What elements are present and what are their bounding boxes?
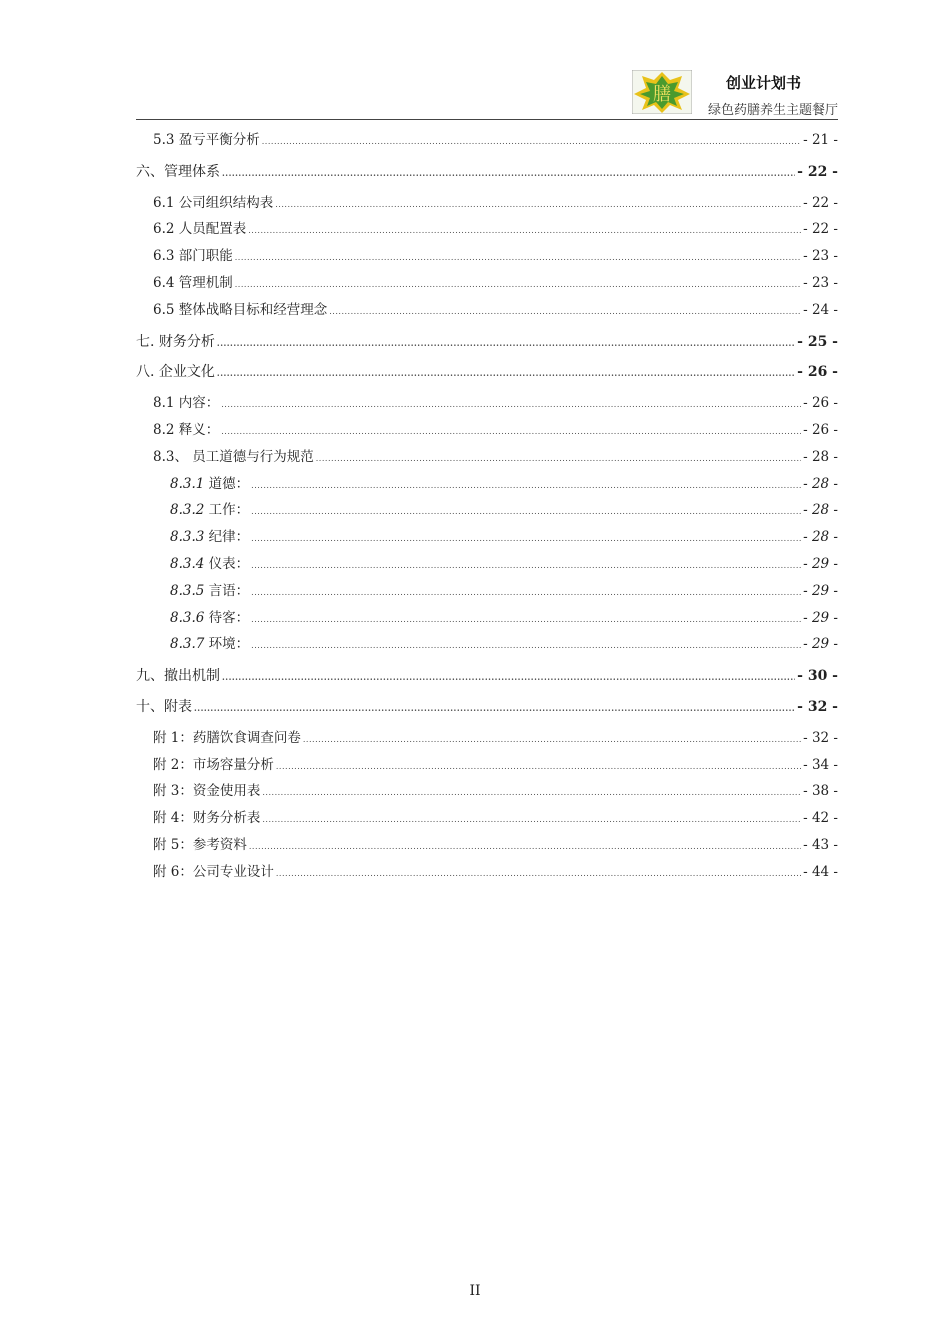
toc-entry-page: - 32 - (803, 729, 838, 746)
toc-entry-number: 8.3.6 (170, 609, 205, 626)
dot-leader (217, 330, 795, 356)
toc-entry-label (153, 391, 219, 416)
toc-entry-label (136, 330, 215, 355)
toc-entry[interactable] (136, 664, 838, 690)
toc-entry-text: 仪表： (208, 555, 250, 572)
toc-entry-page: - 29 - (803, 636, 838, 653)
logo-icon (632, 70, 692, 114)
toc-entry-page: - 21 - (803, 132, 838, 148)
table-of-contents (136, 128, 838, 887)
dot-leader (217, 360, 795, 386)
toc-entry-text: 七. 财务分析 (136, 333, 215, 350)
toc-entry-text: 8.3、 员工道德与行为规范 (153, 448, 314, 465)
dot-leader (276, 860, 801, 887)
toc-entry-page: - 29 - (803, 582, 838, 599)
toc-entry-page: - 42 - (803, 810, 838, 827)
toc-entry-text: 道德： (208, 475, 250, 492)
toc-entry-page: - 22 - (797, 163, 838, 180)
toc-entry-page: - 26 - (803, 395, 838, 412)
toc-entry-text: 8.1 内容： (153, 395, 220, 412)
dot-leader (276, 753, 801, 780)
toc-entry[interactable] (136, 244, 838, 271)
toc-entry-label (153, 128, 260, 153)
toc-entry-label (170, 472, 249, 497)
toc-entry[interactable] (136, 606, 838, 633)
toc-entry-label (153, 779, 260, 804)
page-header (630, 68, 838, 116)
toc-entry-text: 待客： (208, 609, 250, 626)
toc-entry-page: - 26 - (797, 364, 838, 381)
toc-entry[interactable] (136, 160, 838, 186)
toc-entry-label (170, 632, 249, 657)
toc-entry-page: - 29 - (803, 555, 838, 572)
toc-entry-page: - 22 - (803, 194, 838, 211)
toc-entry[interactable] (136, 525, 838, 552)
toc-entry-label (136, 664, 220, 689)
toc-entry[interactable] (136, 579, 838, 606)
document-title: 创业计划书 (726, 74, 802, 92)
toc-entry-text: 六、管理体系 (136, 163, 220, 180)
toc-entry-text: 附 3：资金使用表 (153, 783, 261, 800)
dot-leader (303, 726, 801, 753)
toc-entry-text: 6.5 整体战略目标和经营理念 (153, 301, 328, 318)
toc-entry-page: - 44 - (803, 863, 838, 880)
toc-entry-text: 6.2 人员配置表 (153, 221, 247, 238)
toc-entry[interactable] (136, 391, 838, 418)
toc-entry-label (153, 445, 314, 470)
dot-leader (235, 271, 801, 298)
toc-entry-text: 九、撤出机制 (136, 668, 220, 685)
toc-entry-label (153, 298, 327, 323)
dot-leader (251, 606, 801, 633)
toc-entry-text: 附 4：财务分析表 (153, 810, 261, 827)
toc-entry-label (136, 360, 215, 385)
toc-entry[interactable] (136, 833, 838, 860)
toc-entry-label (153, 753, 274, 778)
dot-leader (235, 244, 801, 271)
toc-entry[interactable] (136, 552, 838, 579)
toc-entry-page: - 25 - (797, 333, 838, 350)
toc-entry-text: 附 6：公司专业设计 (153, 863, 274, 880)
document-subtitle: 绿色药膳养生主题餐厅 (707, 103, 838, 118)
toc-entry[interactable] (136, 726, 838, 753)
toc-entry[interactable] (136, 191, 838, 218)
toc-entry-label (153, 271, 233, 296)
toc-entry[interactable] (136, 498, 838, 525)
svg-text:膳: 膳 (653, 84, 671, 105)
toc-entry-text: 8.2 释义： (153, 421, 220, 438)
toc-entry-page: - 34 - (803, 756, 838, 773)
toc-entry[interactable] (136, 632, 838, 659)
dot-leader (222, 160, 795, 186)
dot-leader (262, 128, 801, 155)
toc-entry-page: - 32 - (797, 698, 838, 715)
dot-leader (251, 579, 801, 606)
toc-entry[interactable] (136, 418, 838, 445)
toc-entry-number: 8.3.7 (170, 636, 205, 653)
toc-entry-label (153, 726, 301, 751)
toc-entry-number: 8.3.1 (170, 475, 205, 492)
toc-entry-text: 附 1：药膳饮食调查问卷 (153, 729, 301, 746)
toc-entry-page: - 43 - (803, 836, 838, 853)
toc-entry-text: 言语： (208, 582, 250, 599)
dot-leader (262, 779, 801, 806)
toc-entry[interactable] (136, 779, 838, 806)
toc-entry-label (170, 579, 249, 604)
toc-entry[interactable] (136, 217, 838, 244)
toc-entry-label (170, 606, 249, 631)
toc-entry-number: 8.3.4 (170, 555, 205, 572)
toc-entry-text: 6.1 公司组织结构表 (153, 194, 274, 211)
toc-entry-page: - 23 - (803, 274, 838, 291)
toc-entry-page: - 29 - (803, 609, 838, 626)
toc-entry-text: 工作： (208, 502, 250, 519)
toc-entry-text: 附 2：市场容量分析 (153, 756, 274, 773)
toc-entry[interactable] (136, 806, 838, 833)
toc-entry-text: 八. 企业文化 (136, 364, 215, 381)
toc-entry-text: 纪律： (208, 529, 250, 546)
toc-entry-page: - 28 - (803, 448, 838, 465)
toc-entry-page: - 23 - (803, 248, 838, 265)
toc-entry-page: - 38 - (803, 783, 838, 800)
dot-leader (248, 217, 801, 244)
dot-leader (251, 525, 801, 552)
dot-leader (251, 552, 801, 579)
toc-entry-text: 6.3 部门职能 (153, 248, 233, 265)
dot-leader (222, 664, 795, 690)
toc-entry[interactable] (136, 298, 838, 325)
toc-entry-page: - 28 - (803, 529, 838, 546)
toc-entry-label (153, 833, 247, 858)
dot-leader (329, 298, 801, 325)
dot-leader (251, 498, 801, 525)
toc-entry-label (153, 418, 219, 443)
dot-leader (316, 445, 801, 472)
toc-entry-page: - 24 - (803, 301, 838, 318)
toc-entry[interactable] (136, 360, 838, 386)
toc-entry-label (170, 498, 249, 523)
toc-entry-number: 8.3.3 (170, 529, 205, 546)
toc-entry[interactable] (136, 860, 838, 887)
dot-leader (194, 695, 795, 721)
toc-entry-label (136, 695, 192, 720)
toc-entry-number: 8.3.2 (170, 502, 205, 519)
dot-leader (275, 191, 801, 218)
toc-entry-label (153, 860, 274, 885)
toc-entry-page: - 28 - (803, 502, 838, 519)
dot-leader (249, 833, 801, 860)
toc-entry-text: 十、附表 (136, 698, 192, 715)
toc-entry-text: 附 5：参考资料 (153, 836, 247, 853)
page-number: II (469, 1283, 481, 1299)
header-divider (136, 119, 838, 120)
toc-entry-page: - 30 - (797, 668, 838, 685)
toc-entry[interactable] (136, 445, 838, 472)
toc-entry[interactable] (136, 695, 838, 721)
toc-entry[interactable] (136, 128, 838, 155)
toc-entry-label (170, 525, 249, 550)
toc-entry-label (153, 191, 273, 216)
dot-leader (251, 472, 801, 499)
toc-entry-text: 6.4 管理机制 (153, 274, 233, 291)
toc-entry-page: - 28 - (803, 475, 838, 492)
dot-leader (221, 418, 801, 445)
toc-entry[interactable] (136, 472, 838, 499)
toc-entry-label (153, 244, 233, 269)
dot-leader (251, 632, 801, 659)
toc-entry[interactable] (136, 753, 838, 780)
toc-entry-page: - 22 - (803, 221, 838, 238)
toc-entry[interactable] (136, 271, 838, 298)
dot-leader (262, 806, 801, 833)
toc-entry[interactable] (136, 330, 838, 356)
toc-entry-label (136, 160, 220, 185)
toc-entry-label (170, 552, 249, 577)
toc-entry-text: 环境： (208, 636, 250, 653)
toc-entry-page: - 26 - (803, 421, 838, 438)
toc-entry-number: 8.3.5 (170, 582, 205, 599)
toc-entry-label (153, 217, 246, 242)
toc-entry-text: 5.3 盈亏平衡分析 (153, 132, 260, 148)
toc-entry-label (153, 806, 260, 831)
dot-leader (221, 391, 801, 418)
